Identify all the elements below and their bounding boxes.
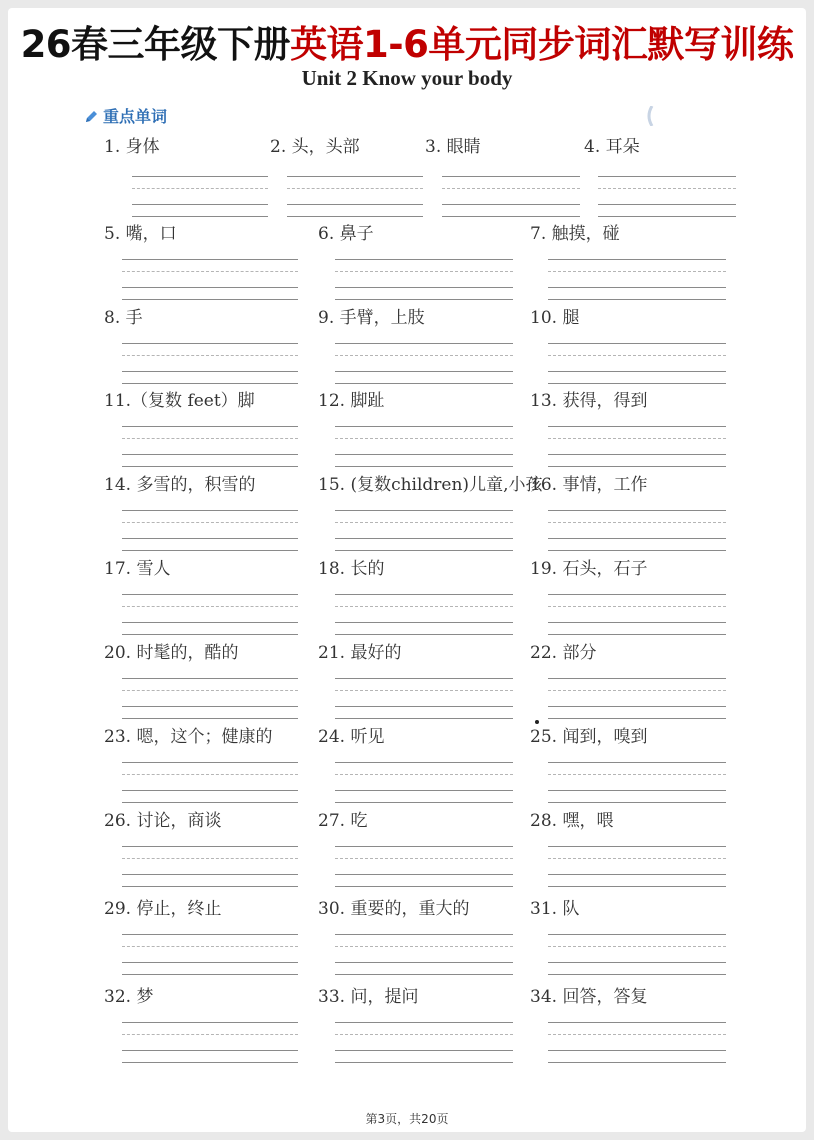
vocab-item — [104, 558, 170, 580]
ruled-line — [335, 874, 513, 875]
ruled-line — [548, 1062, 726, 1063]
vocab-item — [530, 558, 647, 580]
ruled-line — [122, 510, 298, 511]
dashed-guide-line — [122, 858, 298, 859]
ruled-line — [548, 974, 726, 975]
writing-lines[interactable] — [335, 594, 513, 638]
page-number: 第3页，共20页 — [365, 1112, 449, 1126]
ruled-line — [122, 594, 298, 595]
ruled-line — [335, 426, 513, 427]
ruled-line — [122, 426, 298, 427]
ink-dot — [535, 720, 539, 724]
dashed-guide-line — [122, 355, 298, 356]
ruled-line — [335, 538, 513, 539]
vocab-prompt: 2. 头，头部 — [270, 137, 360, 157]
dashed-guide-line — [122, 1034, 298, 1035]
dashed-guide-line — [335, 690, 513, 691]
ruled-line — [548, 510, 726, 511]
vocab-item — [530, 223, 620, 245]
ruled-line — [335, 622, 513, 623]
ruled-line — [335, 287, 513, 288]
vocab-item — [530, 390, 647, 412]
vocab-prompt: 32. 梦 — [104, 987, 154, 1007]
ruled-line — [335, 299, 513, 300]
ruled-line — [335, 510, 513, 511]
ruled-line — [548, 550, 726, 551]
ruled-line — [335, 259, 513, 260]
dashed-guide-line — [335, 438, 513, 439]
ruled-line — [132, 216, 268, 217]
vocab-prompt: 14. 多雪的，积雪的 — [104, 475, 256, 495]
ruled-line — [122, 1062, 298, 1063]
vocab-prompt: 20. 时髦的，酷的 — [104, 643, 239, 663]
writing-lines[interactable] — [122, 594, 298, 638]
vocab-item — [104, 726, 272, 748]
ruled-line — [122, 886, 298, 887]
writing-lines[interactable] — [122, 762, 298, 806]
dashed-guide-line — [335, 271, 513, 272]
ruled-line — [548, 466, 726, 467]
ruled-line — [122, 259, 298, 260]
dashed-guide-line — [335, 946, 513, 947]
ruled-line — [122, 1050, 298, 1051]
dashed-guide-line — [335, 606, 513, 607]
vocab-item — [530, 726, 647, 748]
dashed-guide-line — [548, 858, 726, 859]
ruled-line — [335, 371, 513, 372]
ruled-line — [122, 974, 298, 975]
vocab-prompt: 22. 部分 — [530, 643, 597, 663]
page-title-red: 英语1-6单元同步词汇默写训练 — [290, 23, 794, 66]
vocab-prompt: 19. 石头，石子 — [530, 559, 648, 579]
dashed-guide-line — [335, 522, 513, 523]
ruled-line — [122, 383, 298, 384]
ruled-line — [335, 466, 513, 467]
dashed-guide-line — [548, 946, 726, 947]
vocab-item — [530, 986, 647, 1008]
writing-lines[interactable] — [122, 934, 298, 978]
dashed-guide-line — [122, 606, 298, 607]
vocab-item — [318, 986, 418, 1008]
vocab-prompt: 33. 问，提问 — [318, 987, 419, 1007]
ruled-line — [548, 678, 726, 679]
vocab-item — [530, 642, 596, 664]
ruled-line — [598, 216, 736, 217]
vocab-prompt: 21. 最好的 — [318, 643, 402, 663]
vocab-prompt: 28. 嘿，喂 — [530, 811, 614, 831]
ruled-line — [548, 426, 726, 427]
writing-lines[interactable] — [122, 510, 298, 554]
vocab-item — [318, 898, 469, 920]
ruled-line — [335, 454, 513, 455]
ruled-line — [335, 634, 513, 635]
writing-lines[interactable] — [335, 846, 513, 890]
dashed-guide-line — [132, 188, 268, 189]
ruled-line — [548, 383, 726, 384]
vocab-item — [104, 474, 255, 496]
dashed-guide-line — [335, 858, 513, 859]
ruled-line — [122, 934, 298, 935]
ruled-line — [548, 622, 726, 623]
vocab-item — [584, 136, 640, 158]
ruled-line — [122, 371, 298, 372]
writing-lines[interactable] — [442, 176, 580, 220]
ruled-line — [548, 594, 726, 595]
writing-lines[interactable] — [335, 934, 513, 978]
writing-lines[interactable] — [122, 1022, 298, 1066]
dashed-guide-line — [442, 188, 580, 189]
ruled-line — [548, 846, 726, 847]
writing-lines[interactable] — [548, 510, 726, 554]
ruled-line — [548, 1050, 726, 1051]
writing-lines[interactable] — [122, 343, 298, 387]
ruled-line — [548, 299, 726, 300]
ruled-line — [548, 718, 726, 719]
ruled-line — [122, 466, 298, 467]
ruled-line — [548, 287, 726, 288]
writing-lines[interactable] — [548, 934, 726, 978]
dashed-guide-line — [548, 271, 726, 272]
ruled-line — [548, 371, 726, 372]
vocab-item — [318, 726, 384, 748]
ruled-line — [132, 204, 268, 205]
vocab-item — [530, 898, 579, 920]
unit-title: Unit 2 Know your body — [301, 66, 513, 90]
vocab-prompt: 24. 听见 — [318, 727, 385, 747]
ruled-line — [335, 706, 513, 707]
vocab-prompt: 26. 讨论，商谈 — [104, 811, 222, 831]
dashed-guide-line — [287, 188, 423, 189]
dashed-guide-line — [548, 1034, 726, 1035]
ruled-line — [122, 802, 298, 803]
ruled-line — [335, 1062, 513, 1063]
ruled-line — [548, 886, 726, 887]
writing-lines[interactable] — [122, 678, 298, 722]
vocab-prompt: 7. 触摸，碰 — [530, 224, 620, 244]
vocab-prompt: 15. (复数children)儿童,小孩 — [318, 475, 543, 495]
vocab-item — [104, 810, 221, 832]
ruled-line — [122, 874, 298, 875]
ruled-line — [122, 299, 298, 300]
writing-lines[interactable] — [122, 426, 298, 470]
vocab-item — [104, 390, 255, 412]
ruled-line — [335, 550, 513, 551]
ruled-line — [335, 762, 513, 763]
dashed-guide-line — [548, 774, 726, 775]
dashed-guide-line — [122, 522, 298, 523]
vocab-prompt: 31. 队 — [530, 899, 580, 919]
ruled-line — [122, 550, 298, 551]
ruled-line — [548, 343, 726, 344]
writing-lines[interactable] — [335, 343, 513, 387]
ruled-line — [548, 454, 726, 455]
vocab-prompt: 30. 重要的，重大的 — [318, 899, 470, 919]
vocab-prompt: 10. 腿 — [530, 308, 580, 328]
dashed-guide-line — [548, 606, 726, 607]
vocab-item — [104, 223, 177, 245]
ruled-line — [548, 634, 726, 635]
ruled-line — [548, 934, 726, 935]
vocab-item — [104, 642, 238, 664]
ruled-line — [122, 790, 298, 791]
vocab-prompt: 1. 身体 — [104, 137, 160, 157]
ruled-line — [122, 718, 298, 719]
ruled-line — [335, 934, 513, 935]
dashed-guide-line — [122, 438, 298, 439]
vocab-prompt: 8. 手 — [104, 308, 143, 328]
dashed-guide-line — [335, 1034, 513, 1035]
vocab-prompt: 9. 手臂，上肢 — [318, 308, 425, 328]
vocab-item — [104, 307, 143, 329]
dashed-guide-line — [548, 690, 726, 691]
vocab-prompt: 16. 事情，工作 — [530, 475, 648, 495]
vocab-prompt: 13. 获得，得到 — [530, 391, 648, 411]
dashed-guide-line — [598, 188, 736, 189]
vocab-item — [318, 810, 367, 832]
writing-lines[interactable] — [548, 343, 726, 387]
vocab-prompt: 3. 眼睛 — [425, 137, 481, 157]
ruled-line — [122, 846, 298, 847]
dashed-guide-line — [122, 774, 298, 775]
vocab-item — [318, 642, 401, 664]
writing-lines[interactable] — [548, 846, 726, 890]
ruled-line — [122, 706, 298, 707]
ruled-line — [122, 538, 298, 539]
dashed-guide-line — [335, 774, 513, 775]
ruled-line — [122, 1022, 298, 1023]
ruled-line — [132, 176, 268, 177]
dashed-guide-line — [122, 946, 298, 947]
dashed-guide-line — [122, 690, 298, 691]
writing-lines[interactable] — [335, 259, 513, 303]
vocab-prompt: 29. 停止，终止 — [104, 899, 222, 919]
vocab-prompt: 23. 嗯，这个；健康的 — [104, 727, 273, 747]
vocab-prompt: 12. 脚趾 — [318, 391, 385, 411]
vocab-item — [270, 136, 360, 158]
writing-lines[interactable] — [598, 176, 736, 220]
ruled-line — [335, 962, 513, 963]
writing-lines[interactable] — [335, 426, 513, 470]
ruled-line — [335, 718, 513, 719]
ruled-line — [335, 886, 513, 887]
writing-lines[interactable] — [548, 1022, 726, 1066]
writing-lines[interactable] — [335, 762, 513, 806]
ruled-line — [335, 343, 513, 344]
ruled-line — [335, 678, 513, 679]
ruled-line — [287, 204, 423, 205]
ruled-line — [548, 1022, 726, 1023]
ruled-line — [442, 216, 580, 217]
section-heading — [84, 104, 167, 127]
dashed-guide-line — [122, 271, 298, 272]
ruled-line — [335, 846, 513, 847]
ruled-line — [548, 538, 726, 539]
vocab-item — [104, 898, 221, 920]
writing-lines[interactable] — [335, 678, 513, 722]
writing-lines[interactable] — [122, 259, 298, 303]
ruled-line — [442, 204, 580, 205]
ruled-line — [335, 802, 513, 803]
vocab-item — [530, 474, 647, 496]
vocab-prompt: 17. 雪人 — [104, 559, 171, 579]
page-edge-mark — [644, 106, 654, 126]
vocab-item — [318, 307, 425, 329]
ruled-line — [598, 204, 736, 205]
ruled-line — [335, 790, 513, 791]
dashed-guide-line — [335, 355, 513, 356]
writing-lines[interactable] — [287, 176, 423, 220]
ruled-line — [442, 176, 580, 177]
vocab-item — [104, 986, 153, 1008]
vocab-item — [425, 136, 481, 158]
writing-lines[interactable] — [548, 259, 726, 303]
dashed-guide-line — [548, 522, 726, 523]
vocab-item — [318, 474, 542, 496]
vocab-prompt: 11.（复数 feet）脚 — [104, 391, 255, 411]
ruled-line — [122, 454, 298, 455]
writing-lines[interactable] — [335, 510, 513, 554]
ruled-line — [335, 974, 513, 975]
vocab-item — [318, 223, 374, 245]
vocab-item — [318, 390, 384, 412]
vocab-item — [318, 558, 384, 580]
vocab-item — [530, 810, 613, 832]
ruled-line — [548, 790, 726, 791]
ruled-line — [122, 634, 298, 635]
vocab-prompt: 18. 长的 — [318, 559, 385, 579]
ruled-line — [287, 176, 423, 177]
ruled-line — [287, 216, 423, 217]
writing-lines[interactable] — [548, 594, 726, 638]
writing-lines[interactable] — [122, 846, 298, 890]
ruled-line — [548, 874, 726, 875]
ruled-line — [548, 802, 726, 803]
vocab-prompt: 4. 耳朵 — [584, 137, 640, 157]
ruled-line — [335, 383, 513, 384]
writing-lines[interactable] — [132, 176, 268, 220]
ruled-line — [122, 287, 298, 288]
ruled-line — [335, 1050, 513, 1051]
page-title-black: 26春三年级下册 — [20, 23, 291, 66]
writing-lines[interactable] — [548, 762, 726, 806]
pen-icon — [84, 109, 98, 123]
vocab-item — [104, 136, 160, 158]
ruled-line — [598, 176, 736, 177]
dashed-guide-line — [548, 438, 726, 439]
ruled-line — [122, 762, 298, 763]
vocab-prompt: 25. 闻到，嗅到 — [530, 727, 648, 747]
ruled-line — [122, 678, 298, 679]
ruled-line — [548, 706, 726, 707]
ruled-line — [548, 962, 726, 963]
vocab-prompt: 27. 吃 — [318, 811, 368, 831]
page-title — [0, 14, 814, 68]
section-label: 重点单词 — [103, 107, 168, 126]
dashed-guide-line — [548, 355, 726, 356]
vocab-item — [530, 307, 579, 329]
ruled-line — [548, 762, 726, 763]
writing-lines[interactable] — [548, 678, 726, 722]
ruled-line — [335, 1022, 513, 1023]
ruled-line — [122, 962, 298, 963]
ruled-line — [335, 594, 513, 595]
writing-lines[interactable] — [335, 1022, 513, 1066]
vocab-prompt: 5. 嘴，口 — [104, 224, 177, 244]
ruled-line — [122, 343, 298, 344]
writing-lines[interactable] — [548, 426, 726, 470]
ruled-line — [548, 259, 726, 260]
ruled-line — [122, 622, 298, 623]
vocab-prompt: 6. 鼻子 — [318, 224, 374, 244]
vocab-prompt: 34. 回答，答复 — [530, 987, 648, 1007]
